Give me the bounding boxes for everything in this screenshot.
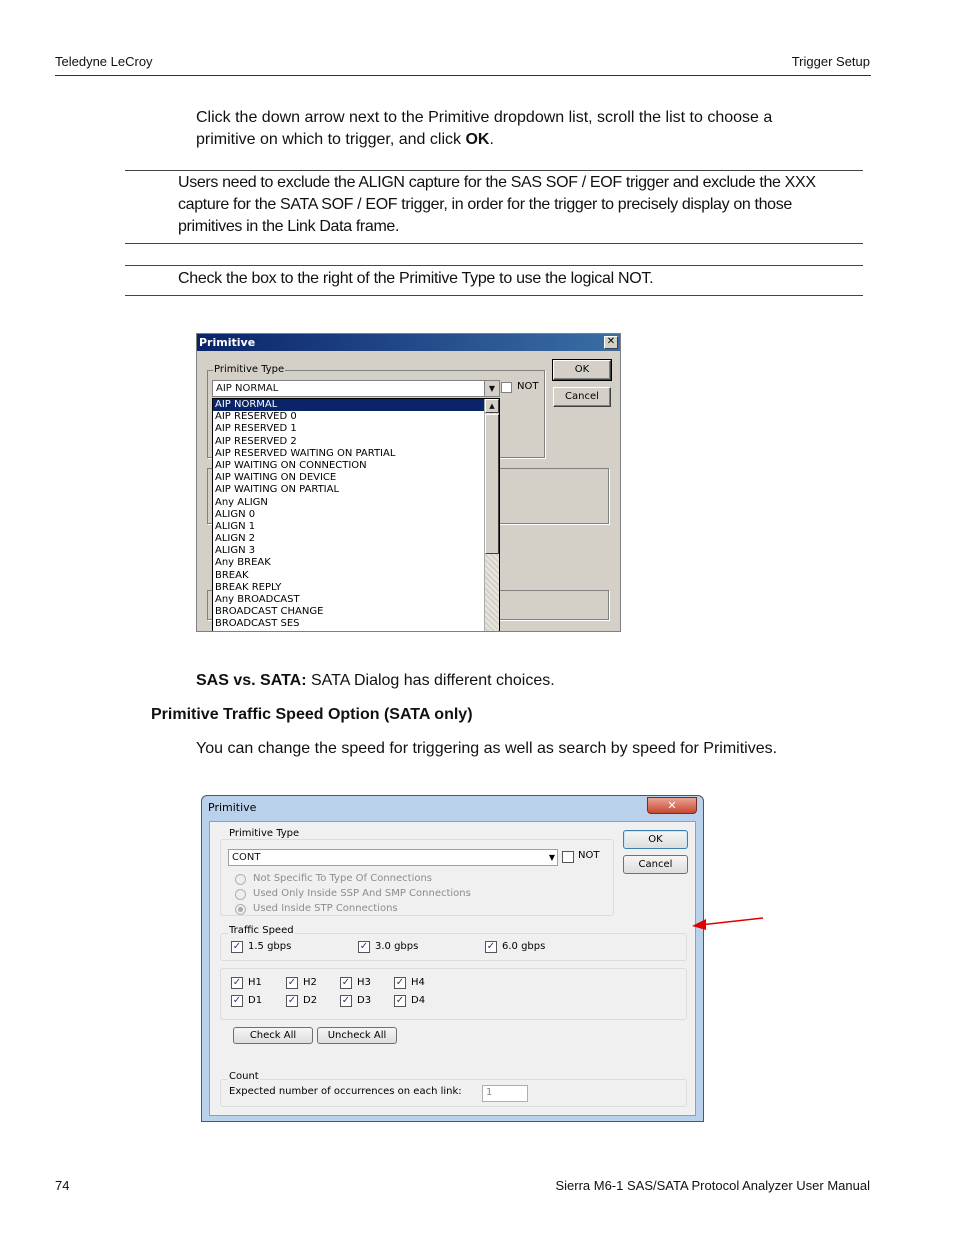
intro-text: Click the down arrow next to the Primitive dropdown list, scroll the list to choose a primitive on which to trigger, and click [196,109,773,148]
scroll-thumb[interactable] [485,414,499,554]
list-item[interactable]: AIP RESERVED 1 [215,423,297,435]
list-item[interactable]: AIP WAITING ON DEVICE [215,472,337,484]
arrow-head-icon [692,919,706,930]
dialog1-title: Primitive [197,334,620,351]
list-item[interactable]: AIP NORMAL [213,399,485,411]
link-checkbox[interactable]: ✓ [395,977,405,988]
close-icon[interactable]: ✕ [647,797,697,814]
link-label: D1 [248,995,263,1006]
not-checkbox[interactable] [562,851,574,863]
uncheck-all-button[interactable]: Uncheck All [317,1027,397,1044]
chevron-down-icon[interactable]: ▼ [484,381,499,396]
link-label: D3 [357,995,372,1006]
list-item[interactable]: ALIGN 1 [215,520,256,532]
speed-1-5-checkbox[interactable]: ✓ [232,941,242,952]
ok-button[interactable]: OK [553,360,611,380]
intro-text-end: . [489,131,494,148]
chevron-down-icon[interactable]: ▼ [548,853,555,862]
traffic-speed-label: Traffic Speed [229,925,294,936]
list-scrollbar[interactable] [484,399,499,632]
list-item[interactable]: BROADCAST CHANGE [215,606,324,618]
header-right: Trigger Setup [791,54,870,69]
radio-label-0: Not Specific To Type Of Connections [253,873,433,884]
link-label: D4 [411,995,426,1006]
link-label: H3 [357,977,371,988]
dialog2-group-label: Primitive Type [229,828,300,839]
primitive-type-combo[interactable] [212,380,500,397]
list-item[interactable]: AIP RESERVED 0 [215,411,297,423]
list-item[interactable]: BROADCAST SES [215,618,300,630]
not-checkbox[interactable] [501,382,512,393]
scroll-up-icon[interactable]: ▲ [485,399,499,413]
sas-vs-sata-note [196,670,555,692]
count-text: Expected number of occurrences on each link: [229,1086,462,1097]
dialog2-title: Primitive [208,801,257,814]
link-label: D2 [303,995,318,1006]
radio-stp[interactable] [235,904,246,915]
dialog2-client [209,821,696,1116]
list-items [213,399,485,631]
intro-paragraph [196,107,836,151]
speed-6-0-checkbox[interactable]: ✓ [486,941,496,952]
radio-label-2: Used Inside STP Connections [253,903,398,914]
link-checkbox[interactable]: ✓ [232,995,242,1006]
link-label: H1 [248,977,262,988]
link-checkbox[interactable]: ✓ [287,995,297,1006]
note2-rule-bottom [125,295,863,296]
links-group [220,968,687,1020]
not-label: NOT [517,381,539,392]
speed-label-0: 1.5 gbps [248,941,292,952]
not-label: NOT [578,850,600,861]
check-all-button[interactable]: Check All [233,1027,313,1044]
list-item[interactable]: BREAK [215,569,249,581]
note1-rule-top [125,170,863,171]
sas-vs-sata-text: SATA Dialog has different choices. [306,672,555,689]
intro-bold-ok: OK [465,131,490,148]
list-item[interactable]: AIP RESERVED WAITING ON PARTIAL [215,447,396,459]
radio-label-1: Used Only Inside SSP And SMP Connections [253,888,471,899]
link-checkbox[interactable]: ✓ [341,995,351,1006]
cancel-button[interactable]: Cancel [623,855,688,874]
combo-value: CONT [232,852,261,863]
list-item[interactable]: Any BREAK [215,557,271,569]
list-item[interactable]: AIP WAITING ON CONNECTION [215,459,367,471]
radio-not-specific[interactable] [235,874,246,885]
link-checkbox[interactable]: ✓ [287,977,297,988]
count-label: Count [229,1071,259,1082]
radio-ssp-smp[interactable] [235,889,246,900]
list-item[interactable]: Any ALIGN [215,496,268,508]
note2-rule-top [125,265,863,266]
close-icon[interactable]: ✕ [604,336,618,349]
link-label: H4 [411,977,425,988]
note1-rule-bottom [125,243,863,244]
red-arrow-annotation [686,912,766,932]
combo-value: AIP NORMAL [216,383,279,394]
list-item[interactable]: ALIGN 0 [215,508,256,520]
ok-button[interactable]: OK [623,830,688,849]
note1-text: Users need to exclude the ALIGN capture for the SAS SOF / EOF trigger and exclude the XXX capture for the SATA SOF / EOF trigger, in order for the trigger to precisely display on those primitives in the Link Data frame. [178,174,816,235]
list-item[interactable]: AIP RESERVED 2 [215,435,297,447]
list-item[interactable]: ALIGN 3 [215,545,256,557]
note2-text: Check the box to the right of the Primitive Type to use the logical NOT. [178,270,654,287]
speed-3-0-checkbox[interactable]: ✓ [359,941,369,952]
primitive-dialog-sata [201,795,704,1122]
link-checkbox[interactable]: ✓ [395,995,405,1006]
speed-label-2: 6.0 gbps [502,941,546,952]
link-checkbox[interactable]: ✓ [232,977,242,988]
list-item[interactable]: ALIGN 2 [215,533,256,545]
list-item[interactable]: BREAK REPLY [215,581,282,593]
count-input[interactable]: 1 [482,1085,528,1102]
sas-vs-sata-bold: SAS vs. SATA: [196,672,307,689]
primitive-dropdown-list[interactable] [212,398,500,632]
cancel-button[interactable]: Cancel [553,387,611,407]
arrow-line [700,918,763,925]
page-number: 74 [55,1178,70,1193]
section-text: You can change the speed for triggering as well as search by speed for Primitives. [196,740,778,757]
section-heading: Primitive Traffic Speed Option (SATA only) [151,706,473,723]
header-rule [55,75,871,76]
dialog1-group-label: Primitive Type [214,364,285,375]
speed-label-1: 3.0 gbps [375,941,419,952]
list-item[interactable]: AIP WAITING ON PARTIAL [215,484,340,496]
link-checkbox[interactable]: ✓ [341,977,351,988]
list-item[interactable]: Any BROADCAST [215,594,300,605]
primitive-type-combo[interactable] [228,849,558,866]
primitive-dialog-classic [196,333,621,632]
header-left: Teledyne LeCroy [55,54,153,69]
footer-title: Sierra M6-1 SAS/SATA Protocol Analyzer User Manual [555,1178,870,1193]
link-label: H2 [303,977,317,988]
